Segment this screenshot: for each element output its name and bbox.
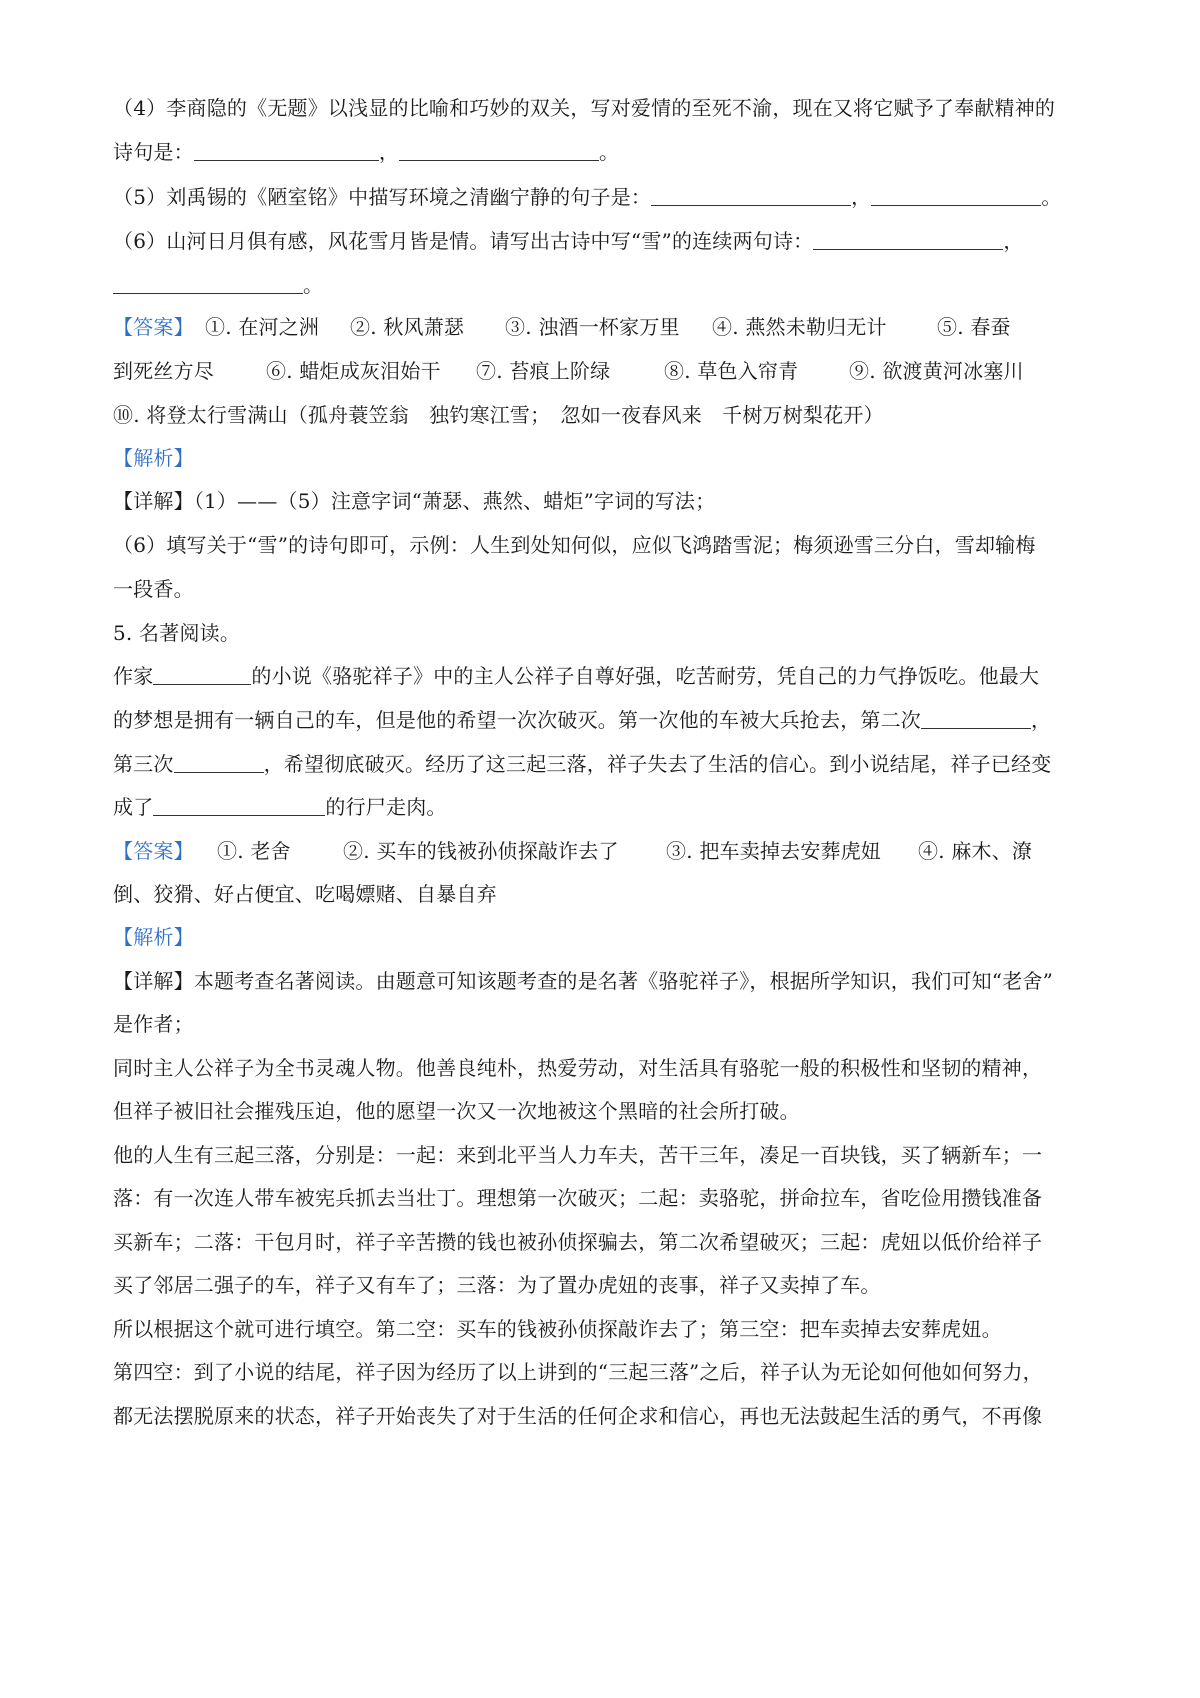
- q5-detail-line: 但祥子被旧社会摧残压迫，他的愿望一次又一次地被这个黑暗的社会所打破。: [113, 1099, 800, 1123]
- answer-blank[interactable]: [153, 795, 325, 816]
- q4-detail-line-3: 一段香。: [113, 577, 194, 601]
- q5-answer-line-1: [113, 836, 1098, 866]
- detail-label: 【详解】: [113, 489, 194, 513]
- answer-option: ④. 麻木、潦: [918, 839, 1033, 863]
- answer-blank[interactable]: [871, 185, 1041, 206]
- answer-option: ③. 浊酒一杯家万里: [505, 315, 680, 339]
- q5-detail-line: 第四空：到了小说的结尾，祥子因为经历了以上讲到的“三起三落”之后，祥子认为无论如何他如何努力，: [113, 1360, 1043, 1384]
- answer-option: ①. 老舍: [217, 839, 291, 863]
- q5-answer-line-2: 倒、狡猾、好占便宜、吃喝嫖赌、自暴自弃: [113, 882, 497, 906]
- answer-option: ①. 在河之洲: [205, 315, 320, 339]
- answer-label: 【答案】: [113, 839, 194, 863]
- answer-option: ⑧. 草色入帘青: [664, 359, 799, 383]
- text: 成了: [113, 795, 154, 819]
- analysis-label: 【解析】: [113, 446, 194, 470]
- q5-detail-line: 同时主人公祥子为全书灵魂人物。他善良纯朴，热爱劳动，对生活具有骆驼一般的积极性和坚韧的精神，: [113, 1056, 1043, 1080]
- q5-para-line-2: [113, 705, 1098, 735]
- q4-line-4b-prefix: 诗句是：: [113, 140, 194, 164]
- q5-detail-line: 买新车；二落：干包月时，祥子辛苦攒的钱也被孙侦探骗去，第二次希望破灭；三起：虎妞以低价给祥子: [113, 1230, 1043, 1254]
- q4-line-4b: [113, 137, 1098, 167]
- q4-answer-line-3: ⑩. 将登太行雪满山（孤舟蓑笠翁 独钓寒江雪； 忽如一夜春风来 千树万树梨花开）: [113, 403, 884, 427]
- answer-option: ⑤. 春蚕: [937, 315, 1011, 339]
- analysis-label: 【解析】: [113, 925, 194, 949]
- answer-blank[interactable]: [399, 140, 599, 161]
- text: ，: [1031, 708, 1052, 732]
- text: ，希望彻底破灭。经历了这三起三落，祥子失去了生活的信心。到小说结尾，祥子已经变: [263, 752, 1052, 776]
- text: 作家: [113, 664, 154, 688]
- q5-para-line-4: [113, 792, 1098, 822]
- q5-detail-line: 是作者；: [113, 1012, 194, 1036]
- q4-answer-line-1: [113, 312, 1098, 342]
- q4-line-4a: （4）李商隐的《无题》以浅显的比喻和巧妙的双关，写对爱情的至死不渝，现在又将它赋予了奉献精神的: [113, 96, 1056, 120]
- answer-blank[interactable]: [921, 708, 1031, 729]
- q4-detail-line-2: （6）填写关于“雪”的诗句即可，示例：人生到处知何似，应似飞鸿踏雪泥；梅须逊雪三分白，雪却输梅: [113, 533, 1036, 557]
- q5-para-line-3: [113, 749, 1098, 779]
- text: 的行尸走肉。: [325, 795, 447, 819]
- text: 的小说《骆驼祥子》中的主人公祥子自尊好强，吃苦耐劳，凭自己的力气挣饭吃。他最大: [251, 664, 1040, 688]
- q5-detail-line: 都无法摆脱原来的状态，祥子开始丧失了对于生活的任何企求和信心，再也无法鼓起生活的勇气，不再像: [113, 1404, 1043, 1428]
- answer-blank[interactable]: [113, 273, 303, 294]
- q4-detail-line-1: [113, 486, 1098, 516]
- answer-option: ②. 买车的钱被孙侦探敲诈去了: [343, 839, 619, 863]
- period: 。: [1041, 185, 1062, 209]
- answer-option: 到死丝方尽: [113, 359, 214, 383]
- answer-label: 【答案】: [113, 315, 194, 339]
- q5-detail-line-1: [113, 966, 1098, 996]
- detail-text: 本题考查名著阅读。由题意可知该题考查的是名著《骆驼祥子》，根据所学知识，我们可知“老舍”: [193, 969, 1054, 993]
- q4-answer-line-2: [113, 356, 1098, 386]
- q4-line-5-prefix: （5）刘禹锡的《陋室铭》中描写环境之清幽宁静的句子是：: [113, 185, 652, 209]
- q5-detail-line: 所以根据这个就可进行填空。第二空：买车的钱被孙侦探敲诈去了；第三空：把车卖掉去安葬虎妞。: [113, 1317, 1002, 1341]
- answer-blank[interactable]: [174, 752, 264, 773]
- answer-blank[interactable]: [651, 185, 851, 206]
- comma: ，: [1003, 229, 1024, 253]
- answer-option: ⑨. 欲渡黄河冰塞川: [849, 359, 1024, 383]
- answer-blank[interactable]: [813, 229, 1003, 250]
- q5-para-line-1: [113, 661, 1098, 691]
- comma: ，: [378, 140, 400, 164]
- answer-option: ③. 把车卖掉去安葬虎妞: [666, 839, 882, 863]
- q5-detail-line: 他的人生有三起三落，分别是：一起：来到北平当人力车夫，苦干三年，凑足一百块钱，买了辆新车；一: [113, 1143, 1043, 1167]
- q4-line-5: [113, 182, 1098, 212]
- q5-detail-line: 落：有一次连人带车被宪兵抓去当壮丁。理想第一次破灭；二起：卖骆驼，拼命拉车，省吃俭用攒钱准备: [113, 1186, 1043, 1210]
- answer-blank[interactable]: [153, 664, 251, 685]
- q5-title: 5. 名著阅读。: [113, 621, 241, 645]
- q4-line-6: [113, 226, 1098, 256]
- text: 第三次: [113, 752, 174, 776]
- period: 。: [599, 140, 620, 164]
- text: 的梦想是拥有一辆自己的车，但是他的希望一次次破灭。第一次他的车被大兵抢去，第二次: [113, 708, 921, 732]
- answer-blank[interactable]: [194, 140, 379, 161]
- answer-option: ④. 燕然未勒归无计: [712, 315, 887, 339]
- detail-text: （1）——（5）注意字词“萧瑟、燕然、蜡炬”字词的写法；: [193, 489, 716, 513]
- period: 。: [303, 273, 324, 297]
- answer-option: ⑦. 苔痕上阶绿: [476, 359, 611, 383]
- q4-line-6b: [113, 270, 1098, 300]
- answer-option: ⑥. 蜡炬成灰泪始干: [266, 359, 441, 383]
- detail-label: 【详解】: [113, 969, 194, 993]
- q5-detail-line: 买了邻居二强子的车，祥子又有车了；三落：为了置办虎妞的丧事，祥子又卖掉了车。: [113, 1273, 881, 1297]
- q4-line-6-prefix: （6）山河日月俱有感，风花雪月皆是情。请写出古诗中写“雪”的连续两句诗：: [113, 229, 814, 253]
- answer-option: ②. 秋风萧瑟: [350, 315, 465, 339]
- comma: ，: [851, 185, 872, 209]
